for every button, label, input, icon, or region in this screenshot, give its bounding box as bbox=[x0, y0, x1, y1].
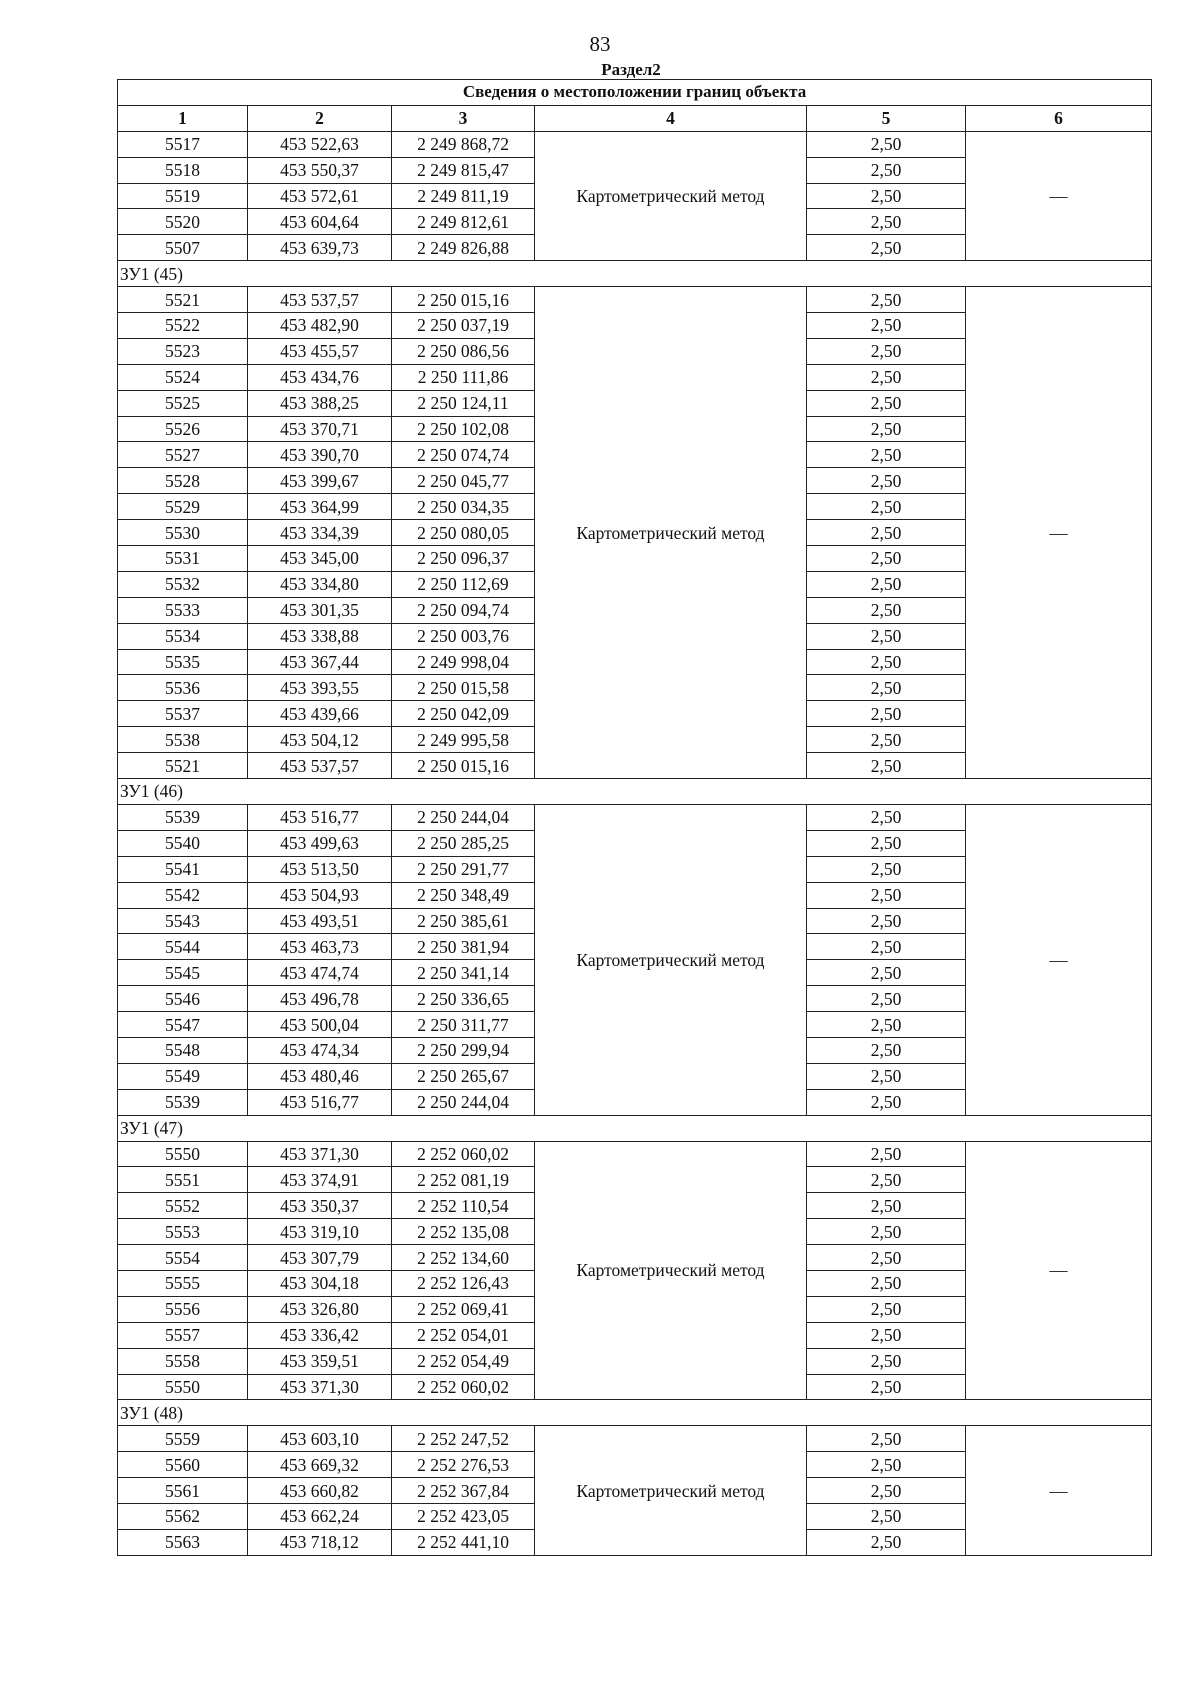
accuracy-cell: 2,50 bbox=[807, 1037, 966, 1063]
accuracy-cell: 2,50 bbox=[807, 1374, 966, 1400]
point-number-cell: 5526 bbox=[118, 416, 248, 442]
coordinate-y-cell: 2 252 069,41 bbox=[392, 1296, 535, 1322]
column-header-row bbox=[118, 105, 1152, 131]
coordinate-y-cell: 2 250 015,16 bbox=[392, 753, 535, 779]
coordinate-x-cell: 453 439,66 bbox=[248, 701, 392, 727]
column-header-2: 2 bbox=[248, 105, 392, 131]
coordinate-x-cell: 453 662,24 bbox=[248, 1503, 392, 1529]
coordinate-y-cell: 2 250 045,77 bbox=[392, 468, 535, 494]
accuracy-cell: 2,50 bbox=[807, 468, 966, 494]
point-number-cell: 5547 bbox=[118, 1012, 248, 1038]
method-cell: Картометрический метод bbox=[535, 1426, 807, 1555]
coordinate-y-cell: 2 249 995,58 bbox=[392, 727, 535, 753]
coordinate-x-cell: 453 370,71 bbox=[248, 416, 392, 442]
point-number-cell: 5559 bbox=[118, 1426, 248, 1452]
coordinate-x-cell: 453 390,70 bbox=[248, 442, 392, 468]
table-row bbox=[118, 1141, 1152, 1167]
note-cell: — bbox=[966, 131, 1152, 260]
note-cell: — bbox=[966, 287, 1152, 779]
column-header-5: 5 bbox=[807, 105, 966, 131]
coordinate-x-cell: 453 537,57 bbox=[248, 287, 392, 313]
accuracy-cell: 2,50 bbox=[807, 546, 966, 572]
coordinate-y-cell: 2 252 367,84 bbox=[392, 1478, 535, 1504]
point-number-cell: 5528 bbox=[118, 468, 248, 494]
point-number-cell: 5518 bbox=[118, 157, 248, 183]
point-number-cell: 5561 bbox=[118, 1478, 248, 1504]
accuracy-cell: 2,50 bbox=[807, 727, 966, 753]
coordinate-x-cell: 453 500,04 bbox=[248, 1012, 392, 1038]
coordinate-y-cell: 2 252 081,19 bbox=[392, 1167, 535, 1193]
accuracy-cell: 2,50 bbox=[807, 157, 966, 183]
coordinate-x-cell: 453 393,55 bbox=[248, 675, 392, 701]
method-cell: Картометрический метод bbox=[535, 131, 807, 260]
column-header-1: 1 bbox=[118, 105, 248, 131]
accuracy-cell: 2,50 bbox=[807, 1193, 966, 1219]
point-number-cell: 5550 bbox=[118, 1374, 248, 1400]
accuracy-cell: 2,50 bbox=[807, 1012, 966, 1038]
coordinate-x-cell: 453 493,51 bbox=[248, 908, 392, 934]
coordinate-x-cell: 453 336,42 bbox=[248, 1322, 392, 1348]
accuracy-cell: 2,50 bbox=[807, 701, 966, 727]
coordinate-y-cell: 2 250 003,76 bbox=[392, 623, 535, 649]
coordinate-x-cell: 453 350,37 bbox=[248, 1193, 392, 1219]
table-row bbox=[118, 804, 1152, 830]
point-number-cell: 5524 bbox=[118, 364, 248, 390]
accuracy-cell: 2,50 bbox=[807, 960, 966, 986]
coordinate-x-cell: 453 499,63 bbox=[248, 830, 392, 856]
land-plot-label: ЗУ1 (46) bbox=[118, 779, 1152, 805]
accuracy-cell: 2,50 bbox=[807, 1529, 966, 1555]
coordinate-y-cell: 2 249 826,88 bbox=[392, 235, 535, 261]
point-number-cell: 5535 bbox=[118, 649, 248, 675]
point-number-cell: 5540 bbox=[118, 830, 248, 856]
accuracy-cell: 2,50 bbox=[807, 1322, 966, 1348]
coordinate-y-cell: 2 250 037,19 bbox=[392, 313, 535, 339]
coordinate-x-cell: 453 522,63 bbox=[248, 131, 392, 157]
point-number-cell: 5533 bbox=[118, 597, 248, 623]
coordinate-x-cell: 453 371,30 bbox=[248, 1141, 392, 1167]
coordinate-y-cell: 2 250 124,11 bbox=[392, 390, 535, 416]
point-number-cell: 5529 bbox=[118, 494, 248, 520]
coordinate-x-cell: 453 572,61 bbox=[248, 183, 392, 209]
coordinate-y-cell: 2 250 265,67 bbox=[392, 1063, 535, 1089]
coordinate-y-cell: 2 250 096,37 bbox=[392, 546, 535, 572]
coordinate-x-cell: 453 455,57 bbox=[248, 338, 392, 364]
coordinate-x-cell: 453 307,79 bbox=[248, 1245, 392, 1271]
point-number-cell: 5558 bbox=[118, 1348, 248, 1374]
point-number-cell: 5542 bbox=[118, 882, 248, 908]
accuracy-cell: 2,50 bbox=[807, 856, 966, 882]
point-number-cell: 5519 bbox=[118, 183, 248, 209]
accuracy-cell: 2,50 bbox=[807, 1452, 966, 1478]
coordinate-y-cell: 2 252 054,01 bbox=[392, 1322, 535, 1348]
coordinate-y-cell: 2 250 086,56 bbox=[392, 338, 535, 364]
column-header-6: 6 bbox=[966, 105, 1152, 131]
accuracy-cell: 2,50 bbox=[807, 1270, 966, 1296]
point-number-cell: 5527 bbox=[118, 442, 248, 468]
coordinate-y-cell: 2 250 244,04 bbox=[392, 804, 535, 830]
coordinate-x-cell: 453 513,50 bbox=[248, 856, 392, 882]
accuracy-cell: 2,50 bbox=[807, 364, 966, 390]
coordinate-y-cell: 2 250 348,49 bbox=[392, 882, 535, 908]
coordinate-y-cell: 2 250 244,04 bbox=[392, 1089, 535, 1115]
coordinate-x-cell: 453 388,25 bbox=[248, 390, 392, 416]
coordinate-x-cell: 453 371,30 bbox=[248, 1374, 392, 1400]
point-number-cell: 5534 bbox=[118, 623, 248, 649]
point-number-cell: 5553 bbox=[118, 1219, 248, 1245]
coordinate-x-cell: 453 399,67 bbox=[248, 468, 392, 494]
coordinate-x-cell: 453 660,82 bbox=[248, 1478, 392, 1504]
accuracy-cell: 2,50 bbox=[807, 1348, 966, 1374]
point-number-cell: 5530 bbox=[118, 520, 248, 546]
coordinate-y-cell: 2 249 868,72 bbox=[392, 131, 535, 157]
accuracy-cell: 2,50 bbox=[807, 287, 966, 313]
accuracy-cell: 2,50 bbox=[807, 416, 966, 442]
coordinate-y-cell: 2 252 423,05 bbox=[392, 1503, 535, 1529]
point-number-cell: 5560 bbox=[118, 1452, 248, 1478]
point-number-cell: 5543 bbox=[118, 908, 248, 934]
table-row bbox=[118, 1426, 1152, 1452]
point-number-cell: 5539 bbox=[118, 1089, 248, 1115]
note-cell: — bbox=[966, 1141, 1152, 1400]
point-number-cell: 5521 bbox=[118, 753, 248, 779]
point-number-cell: 5557 bbox=[118, 1322, 248, 1348]
point-number-cell: 5563 bbox=[118, 1529, 248, 1555]
method-cell: Картометрический метод bbox=[535, 804, 807, 1115]
group-header-row bbox=[118, 1400, 1152, 1426]
accuracy-cell: 2,50 bbox=[807, 1167, 966, 1193]
accuracy-cell: 2,50 bbox=[807, 183, 966, 209]
coordinate-y-cell: 2 250 074,74 bbox=[392, 442, 535, 468]
coordinate-y-cell: 2 252 054,49 bbox=[392, 1348, 535, 1374]
section-title: Раздел2 bbox=[601, 60, 661, 79]
accuracy-cell: 2,50 bbox=[807, 209, 966, 235]
accuracy-cell: 2,50 bbox=[807, 494, 966, 520]
coordinate-y-cell: 2 252 247,52 bbox=[392, 1426, 535, 1452]
accuracy-cell: 2,50 bbox=[807, 1141, 966, 1167]
point-number-cell: 5550 bbox=[118, 1141, 248, 1167]
accuracy-cell: 2,50 bbox=[807, 934, 966, 960]
coordinate-y-cell: 2 252 441,10 bbox=[392, 1529, 535, 1555]
point-number-cell: 5539 bbox=[118, 804, 248, 830]
coordinate-x-cell: 453 364,99 bbox=[248, 494, 392, 520]
coordinate-y-cell: 2 250 341,14 bbox=[392, 960, 535, 986]
coordinate-x-cell: 453 301,35 bbox=[248, 597, 392, 623]
coordinate-y-cell: 2 250 034,35 bbox=[392, 494, 535, 520]
coordinate-y-cell: 2 250 102,08 bbox=[392, 416, 535, 442]
coordinate-x-cell: 453 550,37 bbox=[248, 157, 392, 183]
group-header-row bbox=[118, 779, 1152, 805]
coordinate-x-cell: 453 480,46 bbox=[248, 1063, 392, 1089]
table-row bbox=[118, 287, 1152, 313]
coordinate-x-cell: 453 474,74 bbox=[248, 960, 392, 986]
accuracy-cell: 2,50 bbox=[807, 571, 966, 597]
point-number-cell: 5552 bbox=[118, 1193, 248, 1219]
point-number-cell: 5546 bbox=[118, 986, 248, 1012]
land-plot-label: ЗУ1 (47) bbox=[118, 1115, 1152, 1141]
table-caption: Сведения о местоположении границ объекта bbox=[118, 80, 1152, 106]
point-number-cell: 5521 bbox=[118, 287, 248, 313]
coordinate-y-cell: 2 250 385,61 bbox=[392, 908, 535, 934]
accuracy-cell: 2,50 bbox=[807, 753, 966, 779]
coordinate-x-cell: 453 516,77 bbox=[248, 1089, 392, 1115]
coordinate-y-cell: 2 250 111,86 bbox=[392, 364, 535, 390]
accuracy-cell: 2,50 bbox=[807, 908, 966, 934]
note-cell: — bbox=[966, 1426, 1152, 1555]
point-number-cell: 5548 bbox=[118, 1037, 248, 1063]
coordinate-x-cell: 453 718,12 bbox=[248, 1529, 392, 1555]
coordinate-y-cell: 2 249 815,47 bbox=[392, 157, 535, 183]
accuracy-cell: 2,50 bbox=[807, 1503, 966, 1529]
column-header-4: 4 bbox=[535, 105, 807, 131]
point-number-cell: 5520 bbox=[118, 209, 248, 235]
accuracy-cell: 2,50 bbox=[807, 1296, 966, 1322]
accuracy-cell: 2,50 bbox=[807, 649, 966, 675]
method-cell: Картометрический метод bbox=[535, 1141, 807, 1400]
coordinate-x-cell: 453 345,00 bbox=[248, 546, 392, 572]
coordinate-x-cell: 453 603,10 bbox=[248, 1426, 392, 1452]
coordinate-x-cell: 453 374,91 bbox=[248, 1167, 392, 1193]
accuracy-cell: 2,50 bbox=[807, 623, 966, 649]
accuracy-cell: 2,50 bbox=[807, 1063, 966, 1089]
accuracy-cell: 2,50 bbox=[807, 1219, 966, 1245]
coordinate-y-cell: 2 249 812,61 bbox=[392, 209, 535, 235]
coordinate-x-cell: 453 367,44 bbox=[248, 649, 392, 675]
point-number-cell: 5536 bbox=[118, 675, 248, 701]
coordinate-y-cell: 2 252 060,02 bbox=[392, 1141, 535, 1167]
coordinate-y-cell: 2 250 094,74 bbox=[392, 597, 535, 623]
coordinate-y-cell: 2 252 060,02 bbox=[392, 1374, 535, 1400]
coordinate-y-cell: 2 250 291,77 bbox=[392, 856, 535, 882]
accuracy-cell: 2,50 bbox=[807, 520, 966, 546]
point-number-cell: 5507 bbox=[118, 235, 248, 261]
land-plot-label: ЗУ1 (48) bbox=[118, 1400, 1152, 1426]
coordinate-x-cell: 453 504,93 bbox=[248, 882, 392, 908]
coordinate-y-cell: 2 252 135,08 bbox=[392, 1219, 535, 1245]
point-number-cell: 5544 bbox=[118, 934, 248, 960]
point-number-cell: 5556 bbox=[118, 1296, 248, 1322]
accuracy-cell: 2,50 bbox=[807, 804, 966, 830]
coordinate-x-cell: 453 326,80 bbox=[248, 1296, 392, 1322]
accuracy-cell: 2,50 bbox=[807, 1478, 966, 1504]
accuracy-cell: 2,50 bbox=[807, 1245, 966, 1271]
coordinate-y-cell: 2 252 126,43 bbox=[392, 1270, 535, 1296]
boundary-coordinates-table bbox=[117, 79, 1152, 1556]
coordinate-x-cell: 453 669,32 bbox=[248, 1452, 392, 1478]
point-number-cell: 5538 bbox=[118, 727, 248, 753]
point-number-cell: 5555 bbox=[118, 1270, 248, 1296]
coordinate-y-cell: 2 252 276,53 bbox=[392, 1452, 535, 1478]
accuracy-cell: 2,50 bbox=[807, 313, 966, 339]
coordinate-x-cell: 453 319,10 bbox=[248, 1219, 392, 1245]
accuracy-cell: 2,50 bbox=[807, 235, 966, 261]
method-cell: Картометрический метод bbox=[535, 287, 807, 779]
coordinate-x-cell: 453 474,34 bbox=[248, 1037, 392, 1063]
coordinate-y-cell: 2 250 015,58 bbox=[392, 675, 535, 701]
coordinate-x-cell: 453 338,88 bbox=[248, 623, 392, 649]
point-number-cell: 5531 bbox=[118, 546, 248, 572]
coordinate-x-cell: 453 334,80 bbox=[248, 571, 392, 597]
coordinate-x-cell: 453 639,73 bbox=[248, 235, 392, 261]
land-plot-label: ЗУ1 (45) bbox=[118, 261, 1152, 287]
accuracy-cell: 2,50 bbox=[807, 442, 966, 468]
point-number-cell: 5562 bbox=[118, 1503, 248, 1529]
coordinate-y-cell: 2 250 112,69 bbox=[392, 571, 535, 597]
point-number-cell: 5545 bbox=[118, 960, 248, 986]
page-number: 83 bbox=[589, 32, 611, 56]
coordinate-x-cell: 453 504,12 bbox=[248, 727, 392, 753]
point-number-cell: 5537 bbox=[118, 701, 248, 727]
accuracy-cell: 2,50 bbox=[807, 986, 966, 1012]
coordinate-y-cell: 2 249 811,19 bbox=[392, 183, 535, 209]
accuracy-cell: 2,50 bbox=[807, 1426, 966, 1452]
accuracy-cell: 2,50 bbox=[807, 882, 966, 908]
coordinate-y-cell: 2 252 110,54 bbox=[392, 1193, 535, 1219]
point-number-cell: 5541 bbox=[118, 856, 248, 882]
accuracy-cell: 2,50 bbox=[807, 597, 966, 623]
column-header-3: 3 bbox=[392, 105, 535, 131]
coordinate-x-cell: 453 304,18 bbox=[248, 1270, 392, 1296]
point-number-cell: 5523 bbox=[118, 338, 248, 364]
accuracy-cell: 2,50 bbox=[807, 390, 966, 416]
coordinate-y-cell: 2 250 381,94 bbox=[392, 934, 535, 960]
point-number-cell: 5525 bbox=[118, 390, 248, 416]
coordinate-x-cell: 453 434,76 bbox=[248, 364, 392, 390]
accuracy-cell: 2,50 bbox=[807, 1089, 966, 1115]
coordinate-x-cell: 453 496,78 bbox=[248, 986, 392, 1012]
coordinate-y-cell: 2 250 299,94 bbox=[392, 1037, 535, 1063]
coordinate-x-cell: 453 482,90 bbox=[248, 313, 392, 339]
accuracy-cell: 2,50 bbox=[807, 675, 966, 701]
point-number-cell: 5532 bbox=[118, 571, 248, 597]
point-number-cell: 5549 bbox=[118, 1063, 248, 1089]
coordinate-x-cell: 453 334,39 bbox=[248, 520, 392, 546]
coordinate-x-cell: 453 604,64 bbox=[248, 209, 392, 235]
group-header-row bbox=[118, 1115, 1152, 1141]
table-body bbox=[118, 131, 1152, 1555]
point-number-cell: 5517 bbox=[118, 131, 248, 157]
coordinate-x-cell: 453 516,77 bbox=[248, 804, 392, 830]
accuracy-cell: 2,50 bbox=[807, 830, 966, 856]
coordinate-y-cell: 2 250 336,65 bbox=[392, 986, 535, 1012]
coordinate-y-cell: 2 249 998,04 bbox=[392, 649, 535, 675]
point-number-cell: 5554 bbox=[118, 1245, 248, 1271]
coordinate-x-cell: 453 463,73 bbox=[248, 934, 392, 960]
coordinate-x-cell: 453 537,57 bbox=[248, 753, 392, 779]
table-row bbox=[118, 131, 1152, 157]
coordinate-x-cell: 453 359,51 bbox=[248, 1348, 392, 1374]
accuracy-cell: 2,50 bbox=[807, 131, 966, 157]
coordinate-y-cell: 2 250 015,16 bbox=[392, 287, 535, 313]
coordinate-y-cell: 2 250 285,25 bbox=[392, 830, 535, 856]
coordinate-y-cell: 2 250 042,09 bbox=[392, 701, 535, 727]
coordinate-y-cell: 2 250 311,77 bbox=[392, 1012, 535, 1038]
coordinate-y-cell: 2 252 134,60 bbox=[392, 1245, 535, 1271]
coordinate-y-cell: 2 250 080,05 bbox=[392, 520, 535, 546]
accuracy-cell: 2,50 bbox=[807, 338, 966, 364]
note-cell: — bbox=[966, 804, 1152, 1115]
point-number-cell: 5522 bbox=[118, 313, 248, 339]
point-number-cell: 5551 bbox=[118, 1167, 248, 1193]
group-header-row bbox=[118, 261, 1152, 287]
